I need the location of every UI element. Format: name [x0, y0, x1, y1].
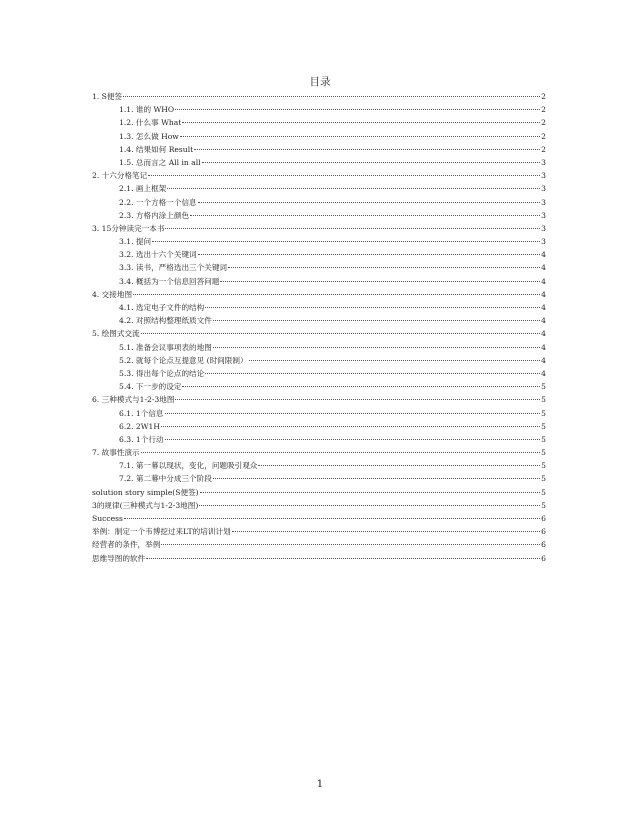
- toc-entry-page: 4: [541, 316, 546, 326]
- toc-entry[interactable]: [92, 327, 546, 340]
- toc-entry[interactable]: [92, 433, 546, 446]
- toc-entry-text: 5.3. 得出每个论点的结论: [119, 368, 205, 378]
- toc-entry-text: 6.2. 2W1H: [119, 421, 160, 431]
- toc-entry-text: 6.1. 1个信息: [119, 408, 164, 418]
- toc-entry-text: 7.2. 第二幕中分成三个阶段: [119, 474, 212, 484]
- toc-dot-leader: [133, 294, 540, 295]
- toc-entry[interactable]: [92, 222, 546, 235]
- toc-entry[interactable]: [92, 90, 546, 103]
- toc-entry-page: 2: [541, 131, 546, 141]
- toc-entry-page: 6: [541, 540, 546, 550]
- toc-entry-text: 4.1. 选定电子文件的结构: [119, 303, 205, 312]
- toc-entry[interactable]: [92, 538, 546, 551]
- toc-entry-page: 3: [541, 223, 546, 233]
- toc-dot-leader: [152, 241, 540, 242]
- toc-dot-leader: [200, 492, 541, 493]
- toc-entry-page: 3: [541, 210, 546, 220]
- toc-dot-leader: [148, 175, 540, 176]
- toc-dot-leader: [123, 96, 540, 97]
- toc-dot-leader: [175, 109, 540, 110]
- toc-dot-leader: [146, 558, 540, 559]
- toc-entry-page: 5: [541, 382, 546, 392]
- toc-entry[interactable]: [92, 446, 546, 459]
- toc-entry-text: 5.2. 就每个论点互提意见 (时间限制）: [119, 355, 248, 365]
- toc-entry-page: 4: [541, 342, 546, 352]
- toc-entry-text: 3.1. 提问: [119, 237, 152, 247]
- toc-entry[interactable]: [92, 420, 546, 433]
- toc-entry-text: 1.3. 怎么做 How: [119, 131, 179, 141]
- toc-entry-page: 2: [541, 92, 546, 101]
- toc-dot-leader: [198, 202, 541, 203]
- toc-entry-text: 6. 三种模式与1-2-3地图: [92, 395, 175, 405]
- toc-entry[interactable]: [92, 275, 546, 288]
- toc-dot-leader: [141, 333, 541, 334]
- toc-entry-page: 6: [541, 553, 546, 563]
- toc-entry-page: 4: [541, 263, 546, 273]
- toc-entry-page: 5: [541, 434, 546, 444]
- toc-entry-page: 5: [541, 474, 546, 484]
- toc-entry-text: 1.5. 总而言之 All in all: [119, 157, 201, 167]
- toc-entry-page: 3: [541, 197, 546, 207]
- toc-entry-page: 2: [541, 144, 546, 154]
- toc-entry-text: 7. 故事性演示: [92, 448, 140, 458]
- toc-entry[interactable]: [92, 393, 546, 406]
- toc-dot-leader: [198, 254, 541, 255]
- toc-dot-leader: [124, 518, 540, 519]
- toc-entry-page: 2: [541, 105, 546, 115]
- toc-entry-page: 4: [541, 276, 546, 286]
- toc-entry[interactable]: [92, 248, 546, 261]
- toc-entry[interactable]: [92, 314, 546, 327]
- toc-entry-page: 4: [541, 329, 546, 339]
- toc-entry[interactable]: [92, 552, 546, 565]
- toc-entry-page: 6: [541, 527, 546, 537]
- toc-entry[interactable]: [92, 354, 546, 367]
- toc-entry-page: 2: [541, 118, 546, 128]
- toc-entry-page: 5: [541, 395, 546, 405]
- toc-entry-page: 5: [541, 500, 546, 510]
- table-of-contents: [92, 90, 546, 565]
- toc-entry[interactable]: [92, 116, 546, 129]
- toc-entry[interactable]: [92, 103, 546, 116]
- page-number: 1: [316, 778, 324, 790]
- toc-entry-text: 4. 交接地图: [92, 289, 133, 299]
- toc-entry-page: 5: [541, 421, 546, 431]
- toc-entry[interactable]: [92, 182, 546, 195]
- toc-entry-text: 思维导图的软件: [92, 553, 146, 563]
- toc-entry-text: 举例：制定一个韦博挖过来LT的培训计划: [92, 527, 231, 537]
- toc-entry-text: 2.2. 一个方格一个信息: [119, 197, 197, 207]
- toc-entry-text: 3的规律(三种模式与1-2-3地图): [92, 500, 199, 510]
- toc-dot-leader: [258, 465, 540, 466]
- toc-dot-leader: [232, 531, 541, 532]
- toc-entry[interactable]: [92, 499, 546, 512]
- toc-entry[interactable]: [92, 301, 546, 314]
- toc-entry[interactable]: [92, 367, 546, 380]
- toc-entry-text: 2.3. 方格内涂上颜色: [119, 210, 190, 220]
- toc-entry-page: 5: [541, 461, 546, 471]
- toc-dot-leader: [182, 386, 540, 387]
- toc-entry[interactable]: [92, 525, 546, 538]
- toc-entry-page: 5: [541, 408, 546, 418]
- toc-entry-page: 4: [541, 250, 546, 260]
- toc-entry-text: Success: [92, 514, 123, 523]
- toc-entry-text: 经营者的条件，举例: [92, 540, 161, 550]
- toc-entry-text: 5.1. 准备会议事项表的地图: [119, 342, 212, 352]
- toc-dot-leader: [205, 307, 540, 308]
- toc-entry-text: 6.3. 1个行动: [119, 434, 164, 444]
- toc-title: 目录: [309, 76, 331, 88]
- toc-entry-text: solution story simple(S便签): [92, 487, 199, 497]
- toc-entry-page: 3: [541, 184, 546, 194]
- toc-entry-text: 1.1. 谁的 WHO: [119, 105, 175, 115]
- toc-entry[interactable]: [92, 130, 546, 143]
- toc-dot-leader: [182, 122, 540, 123]
- toc-dot-leader: [141, 452, 541, 453]
- toc-entry[interactable]: [92, 459, 546, 472]
- toc-entry[interactable]: [92, 169, 546, 182]
- toc-dot-leader: [228, 267, 540, 268]
- toc-entry[interactable]: [92, 261, 546, 274]
- toc-entry[interactable]: [92, 380, 546, 393]
- toc-entry-page: 3: [541, 157, 546, 167]
- toc-dot-leader: [213, 320, 540, 321]
- toc-entry[interactable]: [92, 156, 546, 169]
- toc-entry-page: 4: [541, 289, 546, 299]
- toc-dot-leader: [220, 281, 540, 282]
- toc-entry-text: 3. 15分钟读完一本书: [92, 223, 165, 233]
- toc-dot-leader: [202, 162, 541, 163]
- toc-entry-text: 3.3. 读书，严格选出三个关键词: [119, 263, 228, 273]
- toc-entry-text: 2. 十六分格笔记: [92, 171, 148, 181]
- toc-dot-leader: [165, 228, 540, 229]
- toc-entry-text: 7.1. 第一幕以现状，变化，问题吸引观众: [119, 461, 258, 471]
- toc-entry-page: 5: [541, 448, 546, 458]
- toc-dot-leader: [180, 136, 540, 137]
- toc-dot-leader: [167, 188, 540, 189]
- toc-dot-leader: [194, 149, 540, 150]
- toc-entry[interactable]: [92, 196, 546, 209]
- toc-dot-leader: [175, 399, 540, 400]
- toc-entry[interactable]: [92, 341, 546, 354]
- toc-entry[interactable]: [92, 288, 546, 301]
- toc-entry[interactable]: [92, 235, 546, 248]
- toc-entry-page: 4: [541, 355, 546, 365]
- toc-dot-leader: [199, 505, 540, 506]
- toc-entry-text: 1. S便签: [92, 92, 123, 101]
- toc-entry-text: 3.4. 概括为一个信息回答问题: [119, 276, 220, 286]
- toc-entry[interactable]: [92, 472, 546, 485]
- toc-dot-leader: [190, 215, 540, 216]
- toc-dot-leader: [213, 478, 540, 479]
- toc-entry[interactable]: [92, 486, 546, 499]
- toc-entry-text: 5.4. 下一步的设定: [119, 382, 182, 392]
- toc-entry-text: 1.2. 什么事 What: [119, 118, 182, 128]
- toc-dot-leader: [161, 426, 540, 427]
- toc-entry[interactable]: [92, 407, 546, 420]
- toc-entry-page: 3: [541, 237, 546, 247]
- toc-entry-page: 3: [541, 171, 546, 181]
- toc-entry-page: 4: [541, 303, 546, 312]
- toc-entry[interactable]: [92, 143, 546, 156]
- toc-entry[interactable]: [92, 209, 546, 222]
- toc-entry[interactable]: [92, 512, 546, 525]
- toc-entry-text: 1.4. 结果如何 Result: [119, 144, 194, 154]
- toc-entry-text: 5. 绘图式交流: [92, 329, 140, 339]
- toc-dot-leader: [213, 347, 540, 348]
- toc-entry-text: 2.1. 画上框架: [119, 184, 167, 194]
- toc-dot-leader: [205, 373, 540, 374]
- toc-entry-text: 3.2. 选出十六个关键词: [119, 250, 197, 260]
- toc-dot-leader: [165, 439, 541, 440]
- toc-entry-page: 6: [541, 514, 546, 523]
- toc-entry-page: 5: [541, 487, 546, 497]
- toc-entry-text: 4.2. 对照结构整理纸质文件: [119, 316, 212, 326]
- toc-dot-leader: [161, 544, 540, 545]
- toc-dot-leader: [249, 360, 541, 361]
- toc-entry-page: 4: [541, 368, 546, 378]
- toc-dot-leader: [165, 413, 541, 414]
